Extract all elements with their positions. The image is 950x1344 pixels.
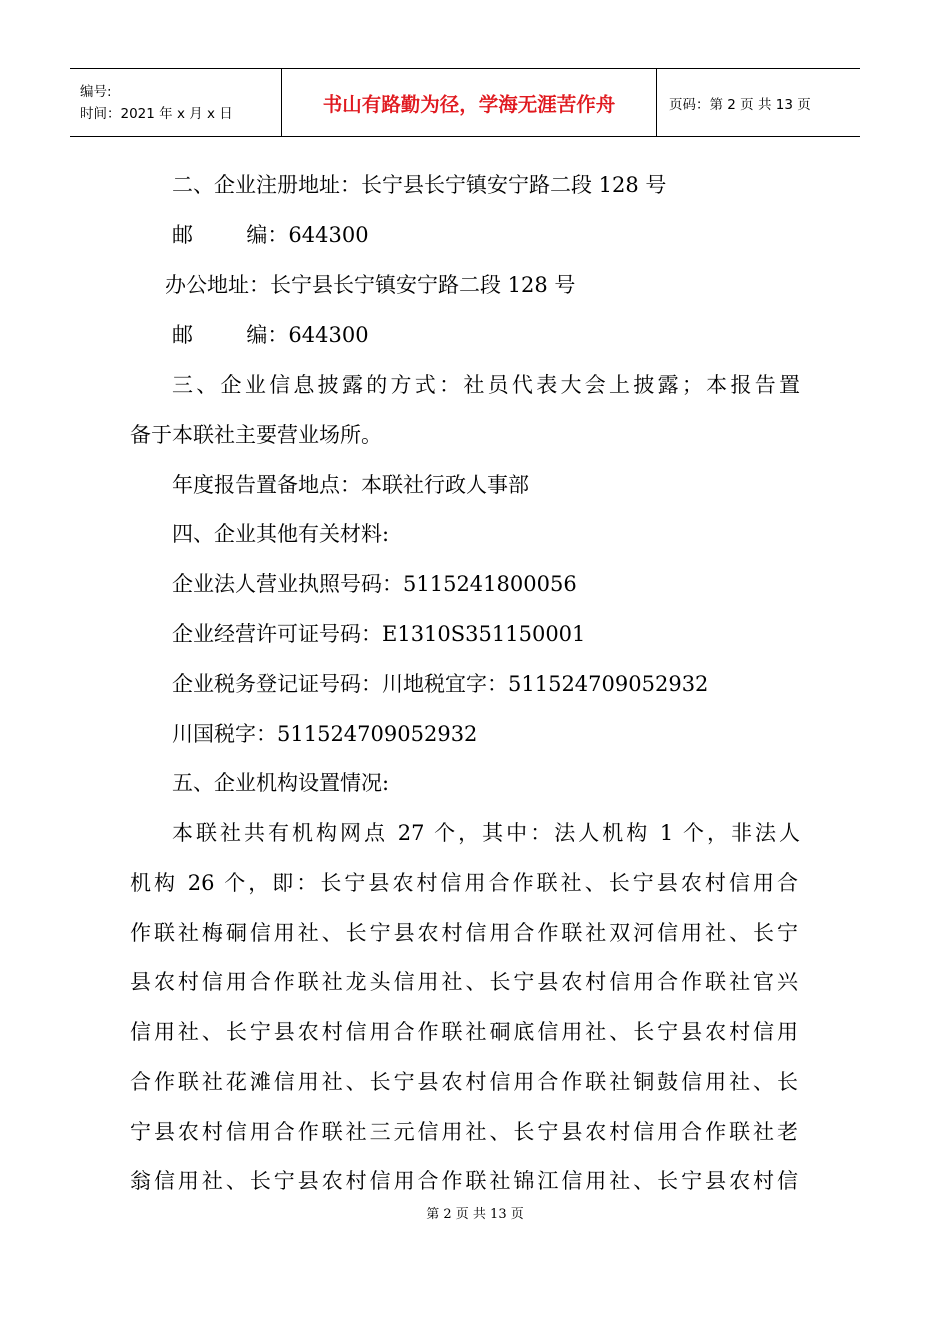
document-time: 时间：2021 年 x 月 x 日 <box>80 105 233 122</box>
page-info-text: 页码：第 2 页 共 13 页 <box>669 96 811 113</box>
operating-permit-line: 企业经营许可证号码：E1310S351150001 <box>172 622 586 646</box>
header-meta <box>70 69 282 136</box>
header-page-info <box>657 69 860 136</box>
disclosure-method-cont: 备于本联社主要营业场所。 <box>130 423 382 447</box>
organization-para-line-4: 县农村信用合作联社龙头信用社、长宁县农村信用合作联社官兴 <box>130 970 798 994</box>
registered-address-line: 二、企业注册地址：长宁县长宁镇安宁路二段 128 号 <box>172 173 667 197</box>
footer-page-number: 第 2 页 共 13 页 <box>426 1207 524 1222</box>
organization-para-line-3: 作联社梅硐信用社、长宁县农村信用合作联社双河信用社、长宁 <box>130 921 798 945</box>
motto-text: 书山有路勤为径，学海无涯苦作舟 <box>322 92 616 116</box>
report-location-line: 年度报告置备地点：本联社行政人事部 <box>172 473 529 497</box>
page-footer <box>0 1203 950 1222</box>
organization-para-line-6: 合作联社花滩信用社、长宁县农村信用合作联社铜鼓信用社、长 <box>130 1070 798 1094</box>
postal-code-line-2: 邮 编：644300 <box>172 323 369 347</box>
organization-para-line-8: 翁信用社、长宁县农村信用合作联社锦江信用社、长宁县农村信 <box>130 1169 798 1193</box>
local-tax-line: 企业税务登记证号码：川地税宜字：511524709052932 <box>172 672 709 696</box>
organization-heading: 五、企业机构设置情况: <box>172 771 390 795</box>
office-address-line: 办公地址：长宁县长宁镇安宁路二段 128 号 <box>165 273 576 297</box>
organization-para-line-1: 本联社共有机构网点 27 个，其中：法人机构 1 个，非法人 <box>172 821 800 845</box>
document-number-label: 编号: <box>80 83 112 100</box>
disclosure-method-line: 三、企业信息披露的方式：社员代表大会上披露；本报告置 <box>172 373 800 397</box>
postal-code-line-1: 邮 编：644300 <box>172 223 369 247</box>
organization-para-line-7: 宁县农村信用合作联社三元信用社、长宁县农村信用合作联社老 <box>130 1120 798 1144</box>
national-tax-line: 川国税字：511524709052932 <box>172 722 478 746</box>
page-header <box>70 68 860 137</box>
organization-para-line-2: 机构 26 个，即：长宁县农村信用合作联社、长宁县农村信用合 <box>130 871 798 895</box>
other-materials-heading: 四、企业其他有关材料: <box>172 522 390 546</box>
header-motto <box>282 69 657 136</box>
business-license-line: 企业法人营业执照号码：5115241800056 <box>172 572 577 596</box>
organization-para-line-5: 信用社、长宁县农村信用合作联社硐底信用社、长宁县农村信用 <box>130 1020 798 1044</box>
